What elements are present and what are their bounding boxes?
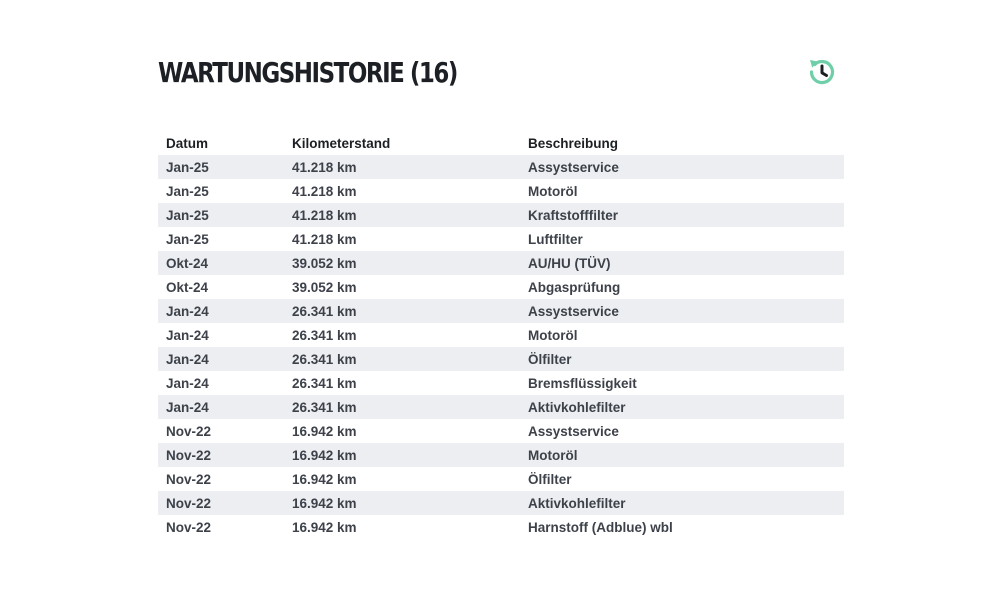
table-row [158, 323, 844, 347]
cell-description: Bremsflüssigkeit [528, 375, 637, 391]
cell-date: Nov-22 [158, 443, 284, 467]
cell-description: Luftfilter [528, 231, 583, 247]
cell-mileage: 16.942 km [292, 519, 357, 535]
table-row [158, 203, 844, 227]
cell-mileage: 26.341 km [292, 375, 357, 391]
cell-date: Jan-25 [166, 231, 209, 247]
table-row [158, 179, 844, 203]
cell-mileage: 41.218 km [284, 155, 520, 179]
table-header-row [158, 131, 844, 155]
cell-mileage: 16.942 km [292, 471, 357, 487]
table-row [158, 347, 844, 371]
cell-description: Assystservice [528, 423, 619, 439]
cell-description: Assystservice [520, 299, 844, 323]
cell-description: Abgasprüfung [528, 279, 621, 295]
cell-date: Jan-24 [158, 299, 284, 323]
cell-description: Assystservice [520, 155, 844, 179]
cell-mileage: 26.341 km [284, 395, 520, 419]
cell-date: Nov-22 [166, 423, 212, 439]
table-row [158, 251, 844, 275]
cell-description: Motoröl [520, 443, 844, 467]
maintenance-table [158, 131, 844, 539]
cell-date: Jan-24 [166, 375, 209, 391]
history-button[interactable] [804, 54, 840, 90]
cell-mileage: 39.052 km [284, 251, 520, 275]
cell-mileage: 16.942 km [284, 491, 520, 515]
cell-description: Harnstoff (Adblue) wbl [528, 519, 673, 535]
cell-description: Motoröl [528, 183, 578, 199]
table-row [158, 371, 844, 395]
table-row [158, 467, 844, 491]
column-header-description: Beschreibung [528, 135, 619, 151]
cell-date: Okt-24 [158, 251, 284, 275]
cell-mileage: 41.218 km [284, 203, 520, 227]
cell-description: Aktivkohlefilter [520, 395, 844, 419]
table-header [158, 131, 844, 155]
cell-description: Ölfilter [520, 347, 844, 371]
cell-description: AU/HU (TÜV) [520, 251, 844, 275]
cell-date: Nov-22 [166, 519, 212, 535]
cell-mileage: 41.218 km [292, 231, 357, 247]
cell-description: Motoröl [528, 327, 578, 343]
cell-mileage: 16.942 km [292, 423, 357, 439]
table-row [158, 419, 844, 443]
cell-date: Nov-22 [166, 471, 212, 487]
table-row [158, 227, 844, 251]
cell-mileage: 26.341 km [292, 327, 357, 343]
table-row [158, 515, 844, 539]
table-body [158, 155, 844, 539]
cell-mileage: 41.218 km [292, 183, 357, 199]
column-header-mileage: Kilometerstand [292, 135, 391, 151]
cell-description: Aktivkohlefilter [520, 491, 844, 515]
cell-date: Okt-24 [166, 279, 209, 295]
table-row [158, 275, 844, 299]
cell-mileage: 26.341 km [284, 347, 520, 371]
column-header-date: Datum [166, 135, 209, 151]
table-row [158, 443, 844, 467]
cell-date: Jan-25 [166, 183, 209, 199]
table-row [158, 299, 844, 323]
cell-date: Jan-25 [158, 203, 284, 227]
cell-description: Kraftstofffilter [520, 203, 844, 227]
cell-date: Jan-25 [158, 155, 284, 179]
card-header [158, 52, 844, 104]
cell-date: Nov-22 [158, 491, 284, 515]
history-icon [805, 55, 839, 89]
cell-mileage: 26.341 km [284, 299, 520, 323]
cell-mileage: 16.942 km [284, 443, 520, 467]
cell-description: Ölfilter [528, 471, 572, 487]
cell-date: Jan-24 [158, 395, 284, 419]
cell-date: Jan-24 [158, 347, 284, 371]
table-row [158, 491, 844, 515]
page-title: WARTUNGSHISTORIE (16) [158, 56, 457, 89]
table-row [158, 395, 844, 419]
maintenance-history-card [158, 52, 844, 535]
cell-date: Jan-24 [166, 327, 209, 343]
table-row [158, 155, 844, 179]
cell-mileage: 39.052 km [292, 279, 357, 295]
